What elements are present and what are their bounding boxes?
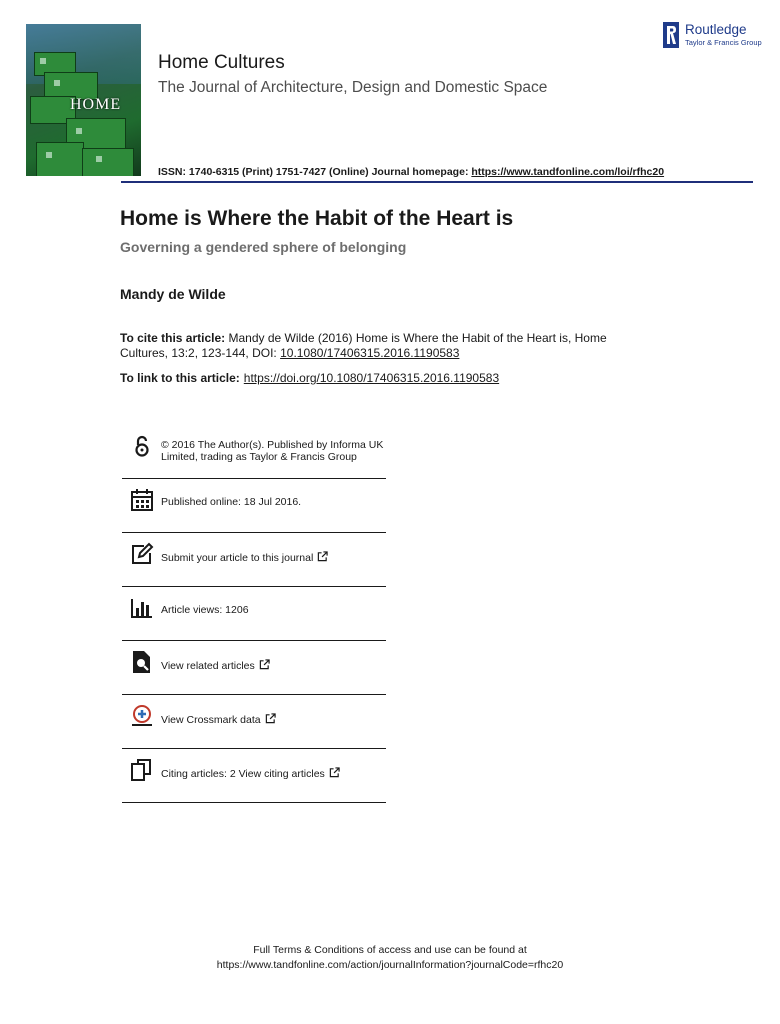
external-link-icon [329, 767, 340, 778]
header-divider [121, 181, 753, 183]
crossmark-icon [130, 704, 154, 728]
article-subtitle: Governing a gendered sphere of belonging [120, 239, 407, 255]
bar-chart-icon [130, 596, 154, 620]
journal-title: Home Cultures [158, 52, 285, 73]
view-related-articles-link[interactable]: View related articles [161, 660, 255, 672]
citing-articles-link[interactable]: Citing articles: 2 View citing articles [161, 768, 325, 780]
license-text: © 2016 The Author(s). Published by Informa UK Limited, trading as Taylor & Francis Group [161, 439, 384, 463]
article-info-panel [122, 430, 386, 803]
citing-row[interactable] [122, 749, 386, 803]
published-date: Published online: 18 Jul 2016. [161, 496, 302, 508]
journal-cover-image [26, 24, 141, 176]
routledge-logo-icon [663, 22, 679, 48]
publisher-group: Taylor & Francis Group [685, 38, 762, 47]
issn-text: ISSN: 1740-6315 (Print) 1751-7427 (Online) Journal homepage: [158, 166, 472, 178]
footer-terms-link[interactable]: https://www.tandfonline.com/action/journalInformation?journalCode=rfhc20 [216, 959, 564, 971]
cite-label: To cite this article: [120, 331, 226, 345]
edit-icon [130, 542, 154, 566]
external-link-icon [259, 659, 270, 670]
citation-block [120, 331, 640, 361]
license-row [122, 430, 386, 479]
journal-subtitle: The Journal of Architecture, Design and Domestic Space [158, 79, 548, 96]
submit-row[interactable] [122, 533, 386, 587]
crossmark-row[interactable] [122, 695, 386, 749]
issn-line [158, 166, 664, 178]
article-views: Article views: 1206 [161, 604, 249, 616]
journal-homepage-link[interactable]: https://www.tandfonline.com/loi/rfhc20 [471, 166, 665, 178]
cite-text: Mandy de Wilde (2016) Home is Where the Habit of the Heart is, Home Cultures, 13:2, 123-144, DOI: [120, 331, 607, 360]
cover-title: HOME [70, 96, 122, 113]
article-title: Home is Where the Habit of the Heart is [120, 207, 514, 230]
link-line [120, 371, 499, 385]
publisher-name: Routledge [685, 22, 747, 37]
calendar-icon [130, 488, 154, 512]
footer [0, 943, 780, 973]
external-link-icon [317, 551, 328, 562]
footer-terms-text: Full Terms & Conditions of access and use can be found at [253, 944, 527, 956]
submit-article-link[interactable]: Submit your article to this journal [161, 552, 314, 564]
view-crossmark-link[interactable]: View Crossmark data [161, 714, 261, 726]
article-doi-url[interactable]: https://doi.org/10.1080/17406315.2016.1190583 [243, 371, 500, 385]
published-row [122, 479, 386, 533]
doi-link[interactable]: 10.1080/17406315.2016.1190583 [280, 346, 460, 360]
related-row[interactable] [122, 641, 386, 695]
article-author: Mandy de Wilde [120, 286, 226, 302]
external-link-icon [265, 713, 276, 724]
open-access-icon [130, 434, 154, 458]
link-label: To link to this article: [120, 371, 240, 385]
views-row [122, 587, 386, 641]
citing-articles-icon [130, 758, 154, 782]
search-document-icon [130, 650, 154, 674]
